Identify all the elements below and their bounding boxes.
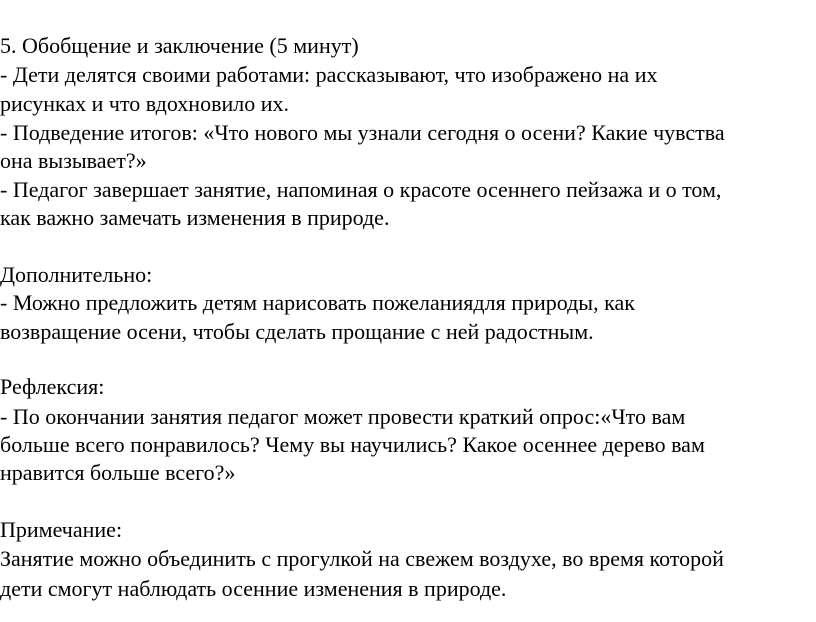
section-heading: Дополнительно: bbox=[0, 262, 153, 287]
text-line: рисунках и что вдохновило их. bbox=[0, 91, 289, 116]
text-line: - Дети делятся своими работами: рассказывают, что изображено на их bbox=[0, 62, 658, 87]
text-line: больше всего понравилось? Чему вы научились? Какое осеннее дерево вам bbox=[0, 432, 705, 457]
text-line: нравится больше всего?» bbox=[0, 460, 236, 485]
text-line: как важно замечать изменения в природе. bbox=[0, 205, 390, 230]
text-line: Занятие можно объединить с прогулкой на свежем воздухе, во время которой bbox=[0, 546, 724, 571]
section-heading: Рефлексия: bbox=[0, 374, 105, 399]
text-line: дети смогут наблюдать осенние изменения в природе. bbox=[0, 576, 507, 601]
text-line: возвращение осени, чтобы сделать прощание с ней радостным. bbox=[0, 319, 594, 344]
section-heading: 5. Обобщение и заключение (5 минут) bbox=[0, 33, 359, 58]
text-line: - Педагог завершает занятие, напоминая о красоте осеннего пейзажа и о том, bbox=[0, 177, 722, 202]
text-line: - Подведение итогов: «Что нового мы узнали сегодня о осени? Какие чувства bbox=[0, 120, 725, 145]
text-line: - По окончании занятия педагог может провести краткий опрос:«Что вам bbox=[0, 404, 686, 429]
section-heading: Примечание: bbox=[0, 517, 123, 542]
text-line: - Можно предложить детям нарисовать пожеланиядля природы, как bbox=[0, 290, 635, 315]
text-line: она вызывает?» bbox=[0, 148, 147, 173]
